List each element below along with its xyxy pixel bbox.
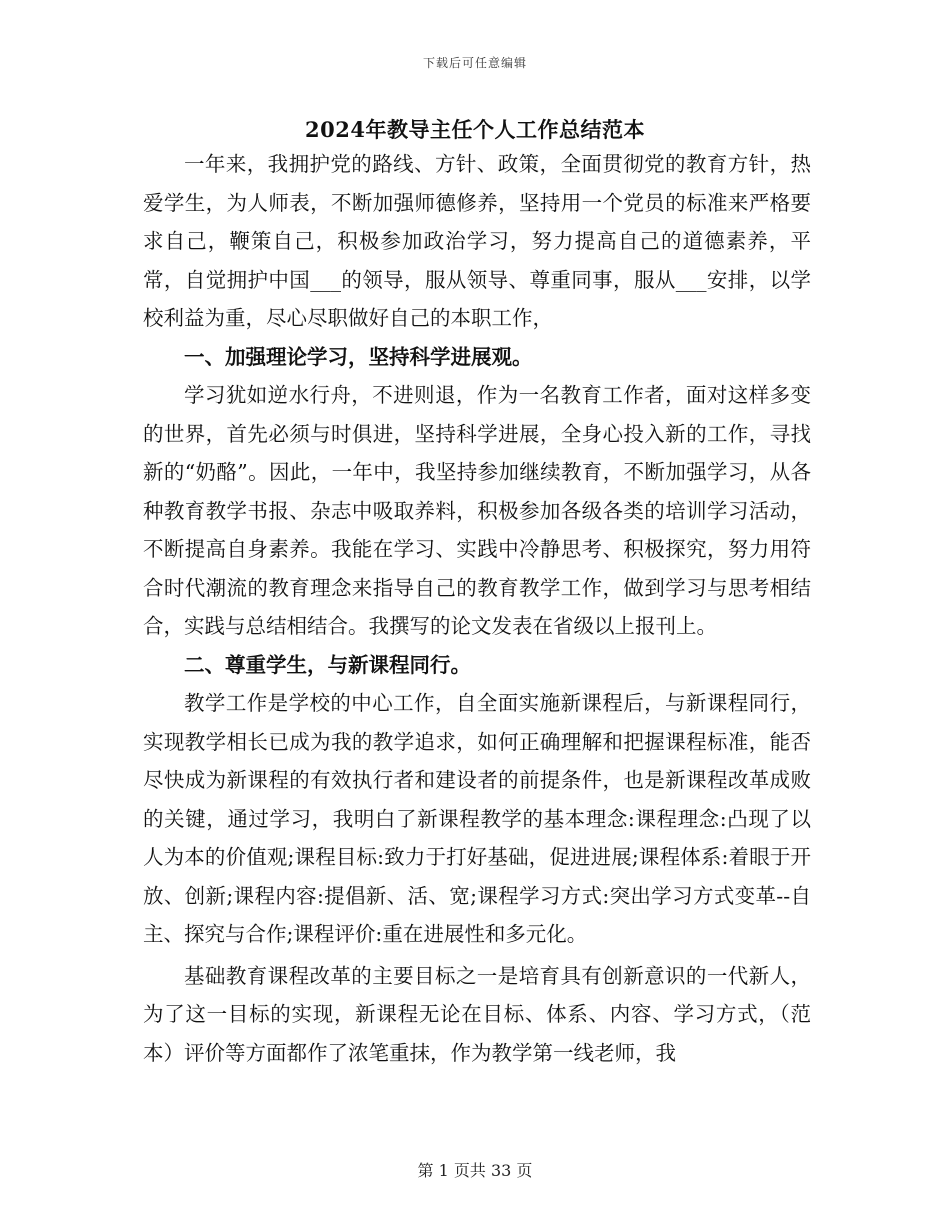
section-heading-2: 二、尊重学生，与新课程同行。	[184, 652, 471, 677]
paragraph-section-2-continued: 基础教育课程改革的主要目标之一是培育具有创新意识的一代新人，为了这一目标的实现，新课程无论在目标、体系、内容、学习方式，（范本）评价等方面都作了浓笔重抹，作为教学第一线老师，我	[143, 963, 811, 1065]
document-body	[143, 145, 811, 1072]
page-header-note: 下载后可任意编辑	[422, 56, 527, 70]
page-number: 第 1 页共 33 页	[417, 1161, 533, 1180]
paragraph-section-2: 教学工作是学校的中心工作，自全面实施新课程后，与新课程同行，实现教学相长已成为我的教学追求，如何正确理解和把握课程标准，能否尽快成为新课程的有效执行者和建设者的前提条件，也是新课程改革成败的关键，通过学习，我明白了新课程教学的基本理念:课程理念:凸现了以人为本的价值观;课程目标:致力于打好基础，促进进展;课程体系:着眼于开放、创新;课程内容:提倡新、活、宽;课程学习方式:突出学习方式变革--自主、探究与合作;课程评价:重在进展性和多元化。	[143, 691, 811, 946]
paragraph-section-1: 学习犹如逆水行舟，不进则退，作为一名教育工作者，面对这样多变的世界，首先必须与时俱进，坚持科学进展，全身心投入新的工作，寻找新的“奶酪”。因此，一年中，我坚持参加继续教育，不断加强学习，从各种教育教学书报、杂志中吸取养料，积极参加各级各类的培训学习活动，不断提高自身素养。我能在学习、实践中冷静思考、积极探究，努力用符合时代潮流的教育理念来指导自己的教育教学工作，做到学习与思考相结合，实践与总结相结合。我撰写的论文发表在省级以上报刊上。	[143, 383, 811, 638]
section-heading-1: 一、加强理论学习，坚持科学进展观。	[184, 344, 533, 369]
paragraph-intro: 一年来，我拥护党的路线、方针、政策，全面贯彻党的教育方针，热爱学生，为人师表，不断加强师德修养，坚持用一个党员的标准来严格要求自己，鞭策自己，积极参加政治学习，努力提高自己的道德素养，平常，自觉拥护中国___的领导，服从领导、尊重同事，服从___安排，以学校利益为重，尽心尽职做好自己的本职工作，	[143, 152, 811, 330]
document-title: 2024年教导主任个人工作总结范本	[305, 117, 645, 142]
